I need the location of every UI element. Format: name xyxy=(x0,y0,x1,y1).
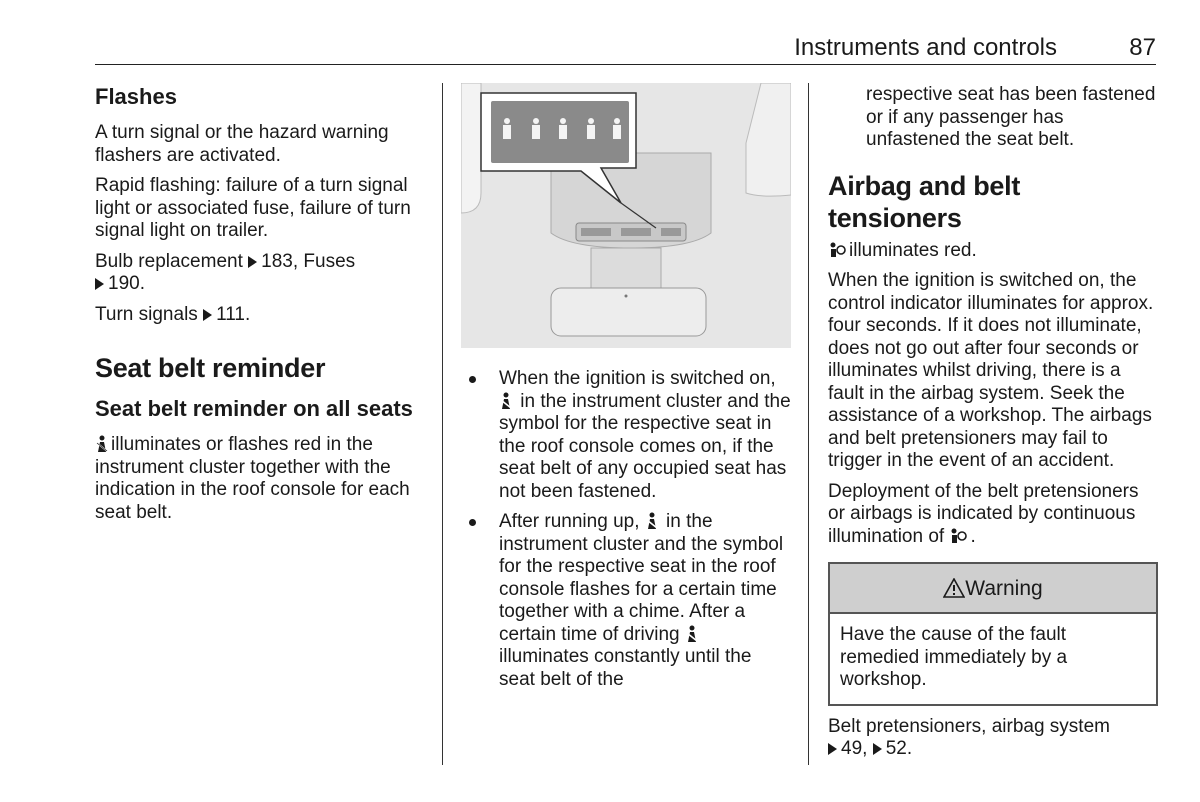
page-header xyxy=(95,34,1156,65)
turn-label: Turn signals xyxy=(95,303,198,325)
column-middle xyxy=(461,83,791,699)
fuses-ref-link[interactable]: 190. xyxy=(108,273,145,294)
belt-pretensioners-ref xyxy=(828,716,1158,761)
bulb-label: Bulb replacement xyxy=(95,250,243,272)
page-ref-icon xyxy=(248,256,257,268)
continued-paragraph: respective seat has been fastened or if any passenger has unfastened the seat belt. xyxy=(866,84,1156,150)
roof-console-illustration xyxy=(461,83,791,348)
bullet2-start: After running up, xyxy=(499,511,640,532)
section-title: Instruments and controls xyxy=(794,34,1057,61)
page-number: 87 xyxy=(1129,34,1156,61)
seatbelt-subheading: Seat belt reminder on all seats xyxy=(95,396,413,421)
airbag-heading: Airbag and belt tensioners xyxy=(828,170,1021,233)
turn-ref-link[interactable]: 111. xyxy=(216,303,251,325)
bulb-replacement-ref xyxy=(95,251,425,296)
warning-text: Have the cause of the fault remedied immediately by a workshop. xyxy=(840,624,1068,690)
flashes-paragraph: A turn signal or the hazard warning flashers are activated. xyxy=(95,122,389,166)
deployment-text: Deployment of the belt pretensioners or airbags is indicated by continuous illumination of xyxy=(828,480,1139,547)
deployment-end: . xyxy=(970,525,976,547)
page-ref-icon xyxy=(95,278,104,290)
warning-header xyxy=(830,564,1156,614)
seatbelt-warning-icon xyxy=(645,512,659,530)
deployment-paragraph xyxy=(828,481,1158,549)
bullet2-end: illuminates constantly until the seat belt of the xyxy=(499,646,752,690)
rapid-flashing-paragraph: Rapid flashing: failure of a turn signal light or associated fuse, failure of turn signal light on trailer. xyxy=(95,175,411,241)
seatbelt-warning-icon xyxy=(499,392,513,410)
list-item xyxy=(461,511,791,691)
page-ref-icon xyxy=(203,309,212,321)
seatbelt-bullet-list xyxy=(461,368,791,691)
column-divider xyxy=(808,83,809,765)
warning-triangle-icon xyxy=(943,578,965,598)
bullet1-start: When the ignition is switched on, xyxy=(499,368,776,389)
list-item xyxy=(461,368,791,503)
belt-label: Belt pretensioners, airbag system xyxy=(828,715,1110,737)
page-ref-icon xyxy=(873,743,882,755)
bullet-icon xyxy=(469,519,476,526)
airbag-warning-icon xyxy=(828,241,846,259)
airbag-indicator-text xyxy=(828,240,1158,263)
column-left xyxy=(95,80,425,524)
airbag-paragraph: When the ignition is switched on, the control indicator illuminates for approx. four seconds. If it does not illuminate, does not go out after four seconds or illuminates whilst driving, there is a fault in the airbag system. Seek the assistance of a workshop. The airbags and belt pretensioners may fail to trigger in the event of an accident. xyxy=(828,270,1154,471)
roof-console-drawing xyxy=(461,83,791,348)
airbag-warning-icon xyxy=(949,527,967,545)
belt-ref-link-1[interactable]: 49, xyxy=(841,738,868,759)
bullet2-mid: in the instrument cluster and the symbol for the respective seat in the roof console flashes for a certain time together with a chime. After a certain time of driving xyxy=(499,511,784,645)
seatbelt-paragraph xyxy=(95,434,425,524)
seatbelt-warning-icon xyxy=(685,625,699,643)
page-ref-icon xyxy=(828,743,837,755)
turn-signals-ref xyxy=(95,304,425,327)
bullet-icon xyxy=(469,376,476,383)
belt-ref-link-2[interactable]: 52. xyxy=(885,738,913,759)
flashes-heading: Flashes xyxy=(95,84,177,109)
bulb-ref-link[interactable]: 183, Fuses xyxy=(261,250,356,272)
seatbelt-text: illuminates or flashes red in the instrument cluster together with the indication in the roof console for each seat belt. xyxy=(95,434,410,523)
warning-body xyxy=(830,614,1156,704)
seatbelt-warning-icon xyxy=(95,435,109,453)
warning-title: Warning xyxy=(965,577,1043,600)
airbag-illuminates: illuminates red. xyxy=(849,239,977,261)
seatbelt-heading: Seat belt reminder xyxy=(95,353,326,383)
column-divider xyxy=(442,83,443,765)
warning-box xyxy=(828,562,1158,706)
bullet1-rest: in the instrument cluster and the symbol for the respective seat in the roof console comes on, if the seat belt of any occupied seat has not been fastened. xyxy=(499,390,791,502)
column-right xyxy=(828,80,1158,761)
